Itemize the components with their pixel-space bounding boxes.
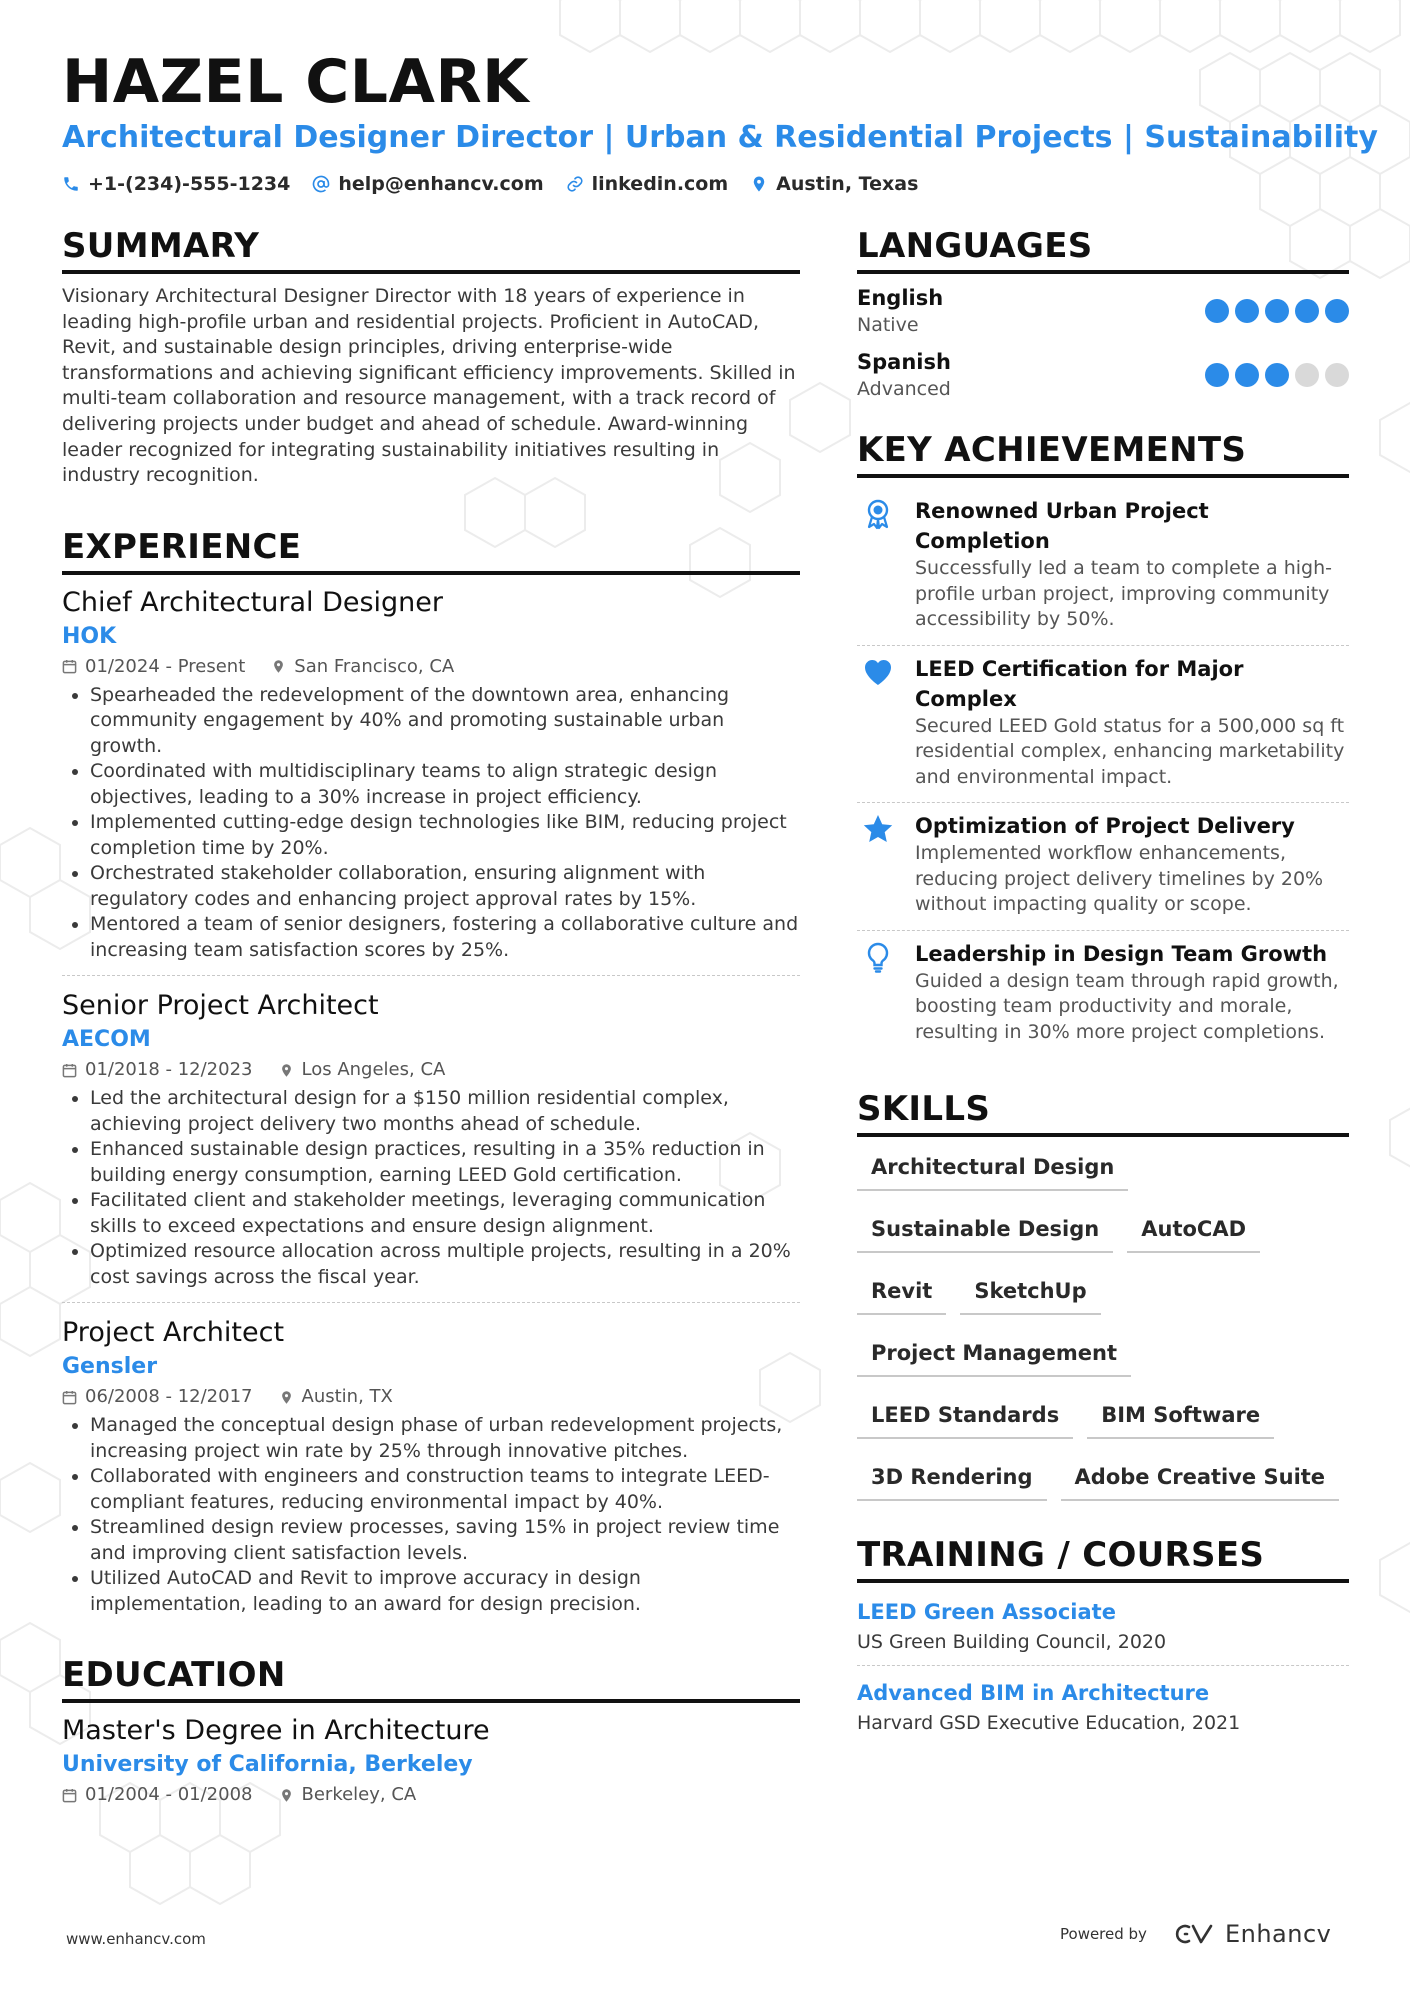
job-bullets [62,1086,800,1290]
bullet-item: • Coordinated with multidisciplinary teams to align strategic design objectives, leading to a 30% increase in project efficiency. [90,759,800,810]
skill-tag: SketchUp [960,1273,1100,1315]
education-entry [62,1713,800,1809]
language-entry [857,284,1349,338]
star-icon [862,813,894,845]
education-dates: 01/2004 - 01/2008 [85,1784,253,1806]
job-location: Los Angeles, CA [301,1059,446,1081]
job-dates: 01/2024 - Present [85,655,246,677]
bullet-item: • Facilitated client and stakeholder meetings, leveraging communication skills to exceed expectations and ensure design alignment. [90,1188,800,1239]
map-pin-icon [279,1390,294,1405]
summary-heading: SUMMARY [62,224,800,274]
bullet-item: • Mentored a team of senior designers, fostering a collaborative culture and increasing team satisfaction scores by 25%. [90,912,800,963]
bullet-item: • Collaborated with engineers and construction teams to integrate LEED-compliant features, reducing environmental impact by 40%. [90,1464,800,1515]
enhancv-logo-icon [1169,1921,1215,1947]
rating-dot [1205,363,1229,387]
rating-dot [1235,363,1259,387]
award-ribbon-icon [862,498,894,530]
company-name: HOK [62,623,117,649]
achievement-desc: Implemented workflow enhancements, reducing project delivery timelines by 20% without impacting quality or scope. [915,842,1324,915]
job-bullets [62,1413,800,1617]
achievement-desc: Secured LEED Gold status for a 500,000 sq ft residential complex, enhancing marketability and environmental impact. [915,714,1345,788]
job-bullets [62,683,800,964]
map-pin-icon [271,659,286,674]
course-title: Advanced BIM in Architecture [857,1681,1210,1705]
bullet-item: • Utilized AutoCAD and Revit to improve accuracy in design implementation, leading to an award for design precision. [90,1566,800,1617]
location-text: Austin, Texas [776,173,919,195]
achievement-title: Optimization of Project Delivery [915,814,1295,838]
footer-website[interactable]: www.enhancv.com [66,1930,206,1948]
bullet-item: • Led the architectural design for a $150 million residential complex, achieving project delivery two months ahead of schedule. [90,1086,800,1137]
right-column [857,224,1349,1754]
job-meta [62,1056,800,1084]
language-rating [1205,363,1349,387]
skill-tag: Project Management [857,1335,1131,1377]
achievements-heading: KEY ACHIEVEMENTS [857,428,1349,478]
rating-dot [1295,363,1319,387]
linkedin-text: linkedin.com [591,173,729,195]
experience-entry [62,585,800,977]
course-provider: US Green Building Council, 2020 [857,1631,1167,1653]
education-meta [62,1781,800,1809]
job-location: San Francisco, CA [294,655,455,677]
language-level: Native [857,314,919,336]
skill-tag: LEED Standards [857,1397,1073,1439]
rating-dot [1205,299,1229,323]
rating-dot [1235,299,1259,323]
achievement-entry [857,488,1349,646]
skill-tag: 3D Rendering [857,1459,1047,1501]
rating-dot [1325,363,1349,387]
language-name: English [857,286,944,310]
calendar-icon [62,1390,77,1405]
job-dates: 06/2008 - 12/2017 [85,1386,253,1408]
achievement-entry [857,931,1349,1058]
contact-linkedin[interactable] [566,170,729,198]
language-level: Advanced [857,378,951,400]
achievement-title: Renowned Urban Project Completion [915,499,1209,553]
job-dates: 01/2018 - 12/2023 [85,1059,253,1081]
languages-heading: LANGUAGES [857,224,1349,274]
training-heading: TRAINING / COURSES [857,1533,1349,1583]
education-heading: EDUCATION [62,1653,800,1703]
skill-tag: Revit [857,1273,946,1315]
calendar-icon [62,659,77,674]
achievement-entry [857,646,1349,804]
skills-heading: SKILLS [857,1087,1349,1137]
job-title: Chief Architectural Designer [62,586,444,618]
email-text: help@enhancv.com [338,173,544,195]
rating-dot [1295,299,1319,323]
job-meta [62,653,800,681]
language-entry [857,348,1349,402]
brand-name: Enhancv [1224,1920,1332,1948]
left-column [62,224,800,1809]
contact-email[interactable] [312,170,543,198]
experience-entry [62,988,800,1303]
bullet-item: • Streamlined design review processes, saving 15% in project review time and improving client satisfaction levels. [90,1515,800,1566]
company-name: Gensler [62,1354,158,1380]
degree-title: Master's Degree in Architecture [62,1715,490,1747]
contact-location [750,170,918,198]
heart-icon [862,656,894,688]
phone-text: +1-(234)-555-1234 [88,173,291,195]
achievement-desc: Guided a design team through rapid growth, boosting team productivity and morale, resulting in 30% more project completions. [915,969,1339,1043]
brand-logo[interactable] [1169,1920,1331,1948]
bullet-item: • Enhanced sustainable design practices, resulting in a 35% reduction in building energy consumption, earning LEED Gold certification. [90,1137,800,1188]
bullet-item: • Managed the conceptual design phase of urban redevelopment projects, increasing project win rate by 25% through innovative pitches. [90,1413,800,1464]
school-name: University of California, Berkeley [62,1752,473,1778]
bullet-item: • Spearheaded the redevelopment of the downtown area, enhancing community engagement by 40% and promoting sustainable urban growth. [90,683,800,760]
rating-dot [1265,299,1289,323]
calendar-icon [62,1063,77,1078]
map-pin-icon [279,1063,294,1078]
job-location: Austin, TX [301,1386,393,1408]
at-sign-icon [312,175,330,193]
map-pin-icon [279,1788,294,1803]
course-entry [857,1674,1349,1746]
job-title: Senior Project Architect [62,990,379,1022]
bullet-item: • Implemented cutting-edge design technologies like BIM, reducing project completion time by 20%. [90,810,800,861]
skill-tag: Architectural Design [857,1149,1128,1191]
map-pin-icon [750,175,768,193]
powered-by-text: Powered by [1060,1925,1147,1943]
achievement-title: Leadership in Design Team Growth [915,941,1328,966]
resume-name: HAZEL CLARK [62,47,530,117]
contact-bar [62,170,918,198]
bullet-item: • Optimized resource allocation across multiple projects, resulting in a 20% cost savings across the fiscal year. [90,1239,800,1290]
course-entry [857,1593,1349,1666]
skill-tag: BIM Software [1087,1397,1274,1439]
course-provider: Harvard GSD Executive Education, 2021 [857,1712,1241,1734]
language-name: Spanish [857,350,951,374]
summary-text: Visionary Architectural Designer Director with 18 years of experience in leading high-profile urban and residential projects. Proficient in AutoCAD, Revit, and sustainable design principles, driving enterprise-wide transformations and achieving significant efficiency improvements. Skilled in multi-team collaboration and resource management, with a track record of delivering projects under budget and ahead of schedule. Award-winning leader recognized for integrating sustainability initiatives resulting in industry recognition. [62,285,796,487]
language-rating [1205,299,1349,323]
education-location: Berkeley, CA [301,1784,417,1806]
contact-phone[interactable] [62,170,290,198]
phone-icon [62,175,80,193]
course-title: LEED Green Associate [857,1600,1116,1624]
company-name: AECOM [62,1027,151,1053]
achievement-desc: Successfully led a team to complete a high-profile urban project, improving community accessibility by 50%. [915,557,1332,630]
bullet-item: • Orchestrated stakeholder collaboration, ensuring alignment with regulatory codes and enhancing project approval rates by 15%. [90,861,800,912]
skill-tag: AutoCAD [1127,1211,1260,1253]
calendar-icon [62,1788,77,1803]
resume-headline: Architectural Designer Director | Urban & Residential Projects | Sustainability [62,120,1378,155]
rating-dot [1325,299,1349,323]
lightbulb-icon [862,941,894,973]
experience-heading: EXPERIENCE [62,525,800,575]
skills-list [857,1149,1349,1501]
rating-dot [1265,363,1289,387]
skill-tag: Sustainable Design [857,1211,1113,1253]
achievement-title: LEED Certification for Major Complex [915,656,1244,711]
job-title: Project Architect [62,1317,285,1349]
link-icon [566,175,584,193]
achievement-entry [857,803,1349,931]
skill-tag: Adobe Creative Suite [1061,1459,1340,1501]
footer-branding [1060,1920,1331,1948]
experience-entry [62,1315,800,1629]
job-meta [62,1383,800,1411]
